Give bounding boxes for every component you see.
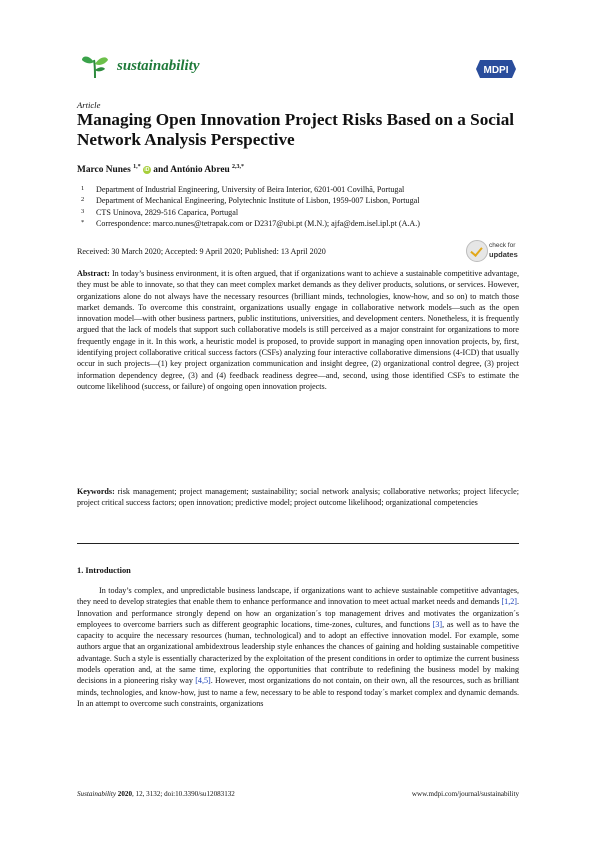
affiliation-item: 1 Department of Industrial Engineering, University of Beira Interior, 6201-001 Covilhã, Portugal <box>81 185 405 194</box>
orcid-icon[interactable]: iD <box>144 167 150 174</box>
footer-doi: , 12, 3132; doi:10.3390/su12083132 <box>131 790 235 798</box>
abstract-text: In today’s business environment, it is often argued, that if organizations want to achieve a sustainable competitive advantage, they must be able to innovate, so that they can meet complex market demands as they deliver products, solutions, or services. However, organizations alone do not always have the necessary resources (brilliant minds, technologies, know-how, and so on) to match those market demands. To overcome this constraint, organizations usually engage in collaborative network models—such as the open innovation model—with other business partners, public institutions, universities, and development centers. Nonetheless, it is frequently argued that the lack of models that support such collaborative models is still perceived as a major constraint for organizations to more frequently engage in it. In this work, a heuristic model is proposed, to provide support in managing open innovation projects, by, first, identifying project collaborative critical success factors (CSFs) analyzing four interactive collaborative dimensions (4-ICD) that usually occur in such projects—(1) key project organization communication and insight degree, (2) organizational control degree, (3) project information dependency degree, (3) and (4) feedback readiness degree—and, second, using those identified CSFs to estimate the outcome likelihood (success, or failure) of ongoing open innovation projects. <box>77 269 519 391</box>
author-superscript: 2,3,* <box>232 164 245 170</box>
publication-dates: Received: 30 March 2020; Accepted: 9 April 2020; Published: 13 April 2020 <box>77 247 326 256</box>
footer-year: 2020 <box>117 790 132 798</box>
affiliation-item: 2 Department of Mechanical Engineering, Polytechnic Institute of Lisbon, 1959-007 Lisbon, Portugal <box>81 196 420 206</box>
footer-citation <box>77 790 235 798</box>
mdpi-logo-icon <box>474 58 518 80</box>
check-for-updates-button[interactable] <box>466 240 528 262</box>
section-heading: 1. Introduction <box>77 566 131 575</box>
author-conjunction: and <box>150 165 171 176</box>
author-superscript: 1,* <box>133 164 141 170</box>
check-updates-icon <box>466 240 488 262</box>
footer-journal: Sustainability <box>77 790 117 798</box>
author-name[interactable]: Marco Nunes <box>77 165 131 176</box>
citation-link[interactable]: [3] <box>432 619 443 629</box>
correspondence: * Correspondence: marco.nunes@tetrapak.com or D2317@ubi.pt (M.N.); ajfa@dem.isel.ipl.pt (A.A.) <box>81 218 420 228</box>
journal-name: sustainability <box>117 58 200 74</box>
abstract <box>77 268 519 392</box>
introduction-paragraph: In today’s complex, and unpredictable business landscape, if organizations want to achieve sustainable competitive advantages, they need to develop strategies that enable them to enhance performance and innovation to meet actual market needs and demands [1,2]. Innovation and performance strongly depend on how an organization´s top management drives and motivates the organization´s employees to overcome barriers such as different geographic locations, time-zones, cultures, and functions [3], as well as to have the capacity to acquire the necessary resources (human, technological) and to adopt an effective innovation model. For example, some authors argue that an organizational ambidextrous leadership style enhances the chances of gaining and holding sustainable competitive advantage. Such a style is essentially characterized by the exploitation of the present conditions in order to optimize the current business models operation and, at the same time, exploring the opportunities that contribute to redefining the business model by making decisions in a pioneering risky way [4,5]. However, most organizations do not contain, on their own, all the resources, such as brilliant minds, technologies, and know-how, just to name a few, necessary to be able to respond today´s market complex and dynamic demands. In an attempt to overcome such constraints, organizations <box>77 586 519 708</box>
citation-link[interactable]: [1,2] <box>501 597 517 607</box>
footer-url[interactable]: www.mdpi.com/journal/sustainability <box>411 790 519 798</box>
section-divider <box>77 543 519 544</box>
paper-title: Managing Open Innovation Project Risks Based on a Social Network Analysis Perspective <box>77 110 515 149</box>
check-updates-line2: updates <box>489 250 518 259</box>
author-line <box>77 164 244 175</box>
author-name[interactable]: António Abreu <box>170 165 230 176</box>
citation-link[interactable]: [4,5] <box>195 676 211 686</box>
article-type: Article <box>77 100 101 110</box>
keywords-label: Keywords: <box>77 487 115 496</box>
keywords <box>77 486 519 509</box>
keywords-text: risk management; project management; sustainability; social network analysis; collaborative networks; project lifecycle; project critical success factors; open innovation; predictive model; project outcome likelihood; organizational competencies <box>77 487 519 508</box>
abstract-label: Abstract: <box>77 269 110 278</box>
check-updates-line1: check for <box>489 242 516 249</box>
journal-logo-icon <box>80 50 110 80</box>
affiliations <box>77 184 420 229</box>
affiliation-item: 3 CTS Uninova, 2829-516 Caparica, Portugal <box>81 207 239 217</box>
mdpi-logo-text: MDPI <box>483 65 509 76</box>
